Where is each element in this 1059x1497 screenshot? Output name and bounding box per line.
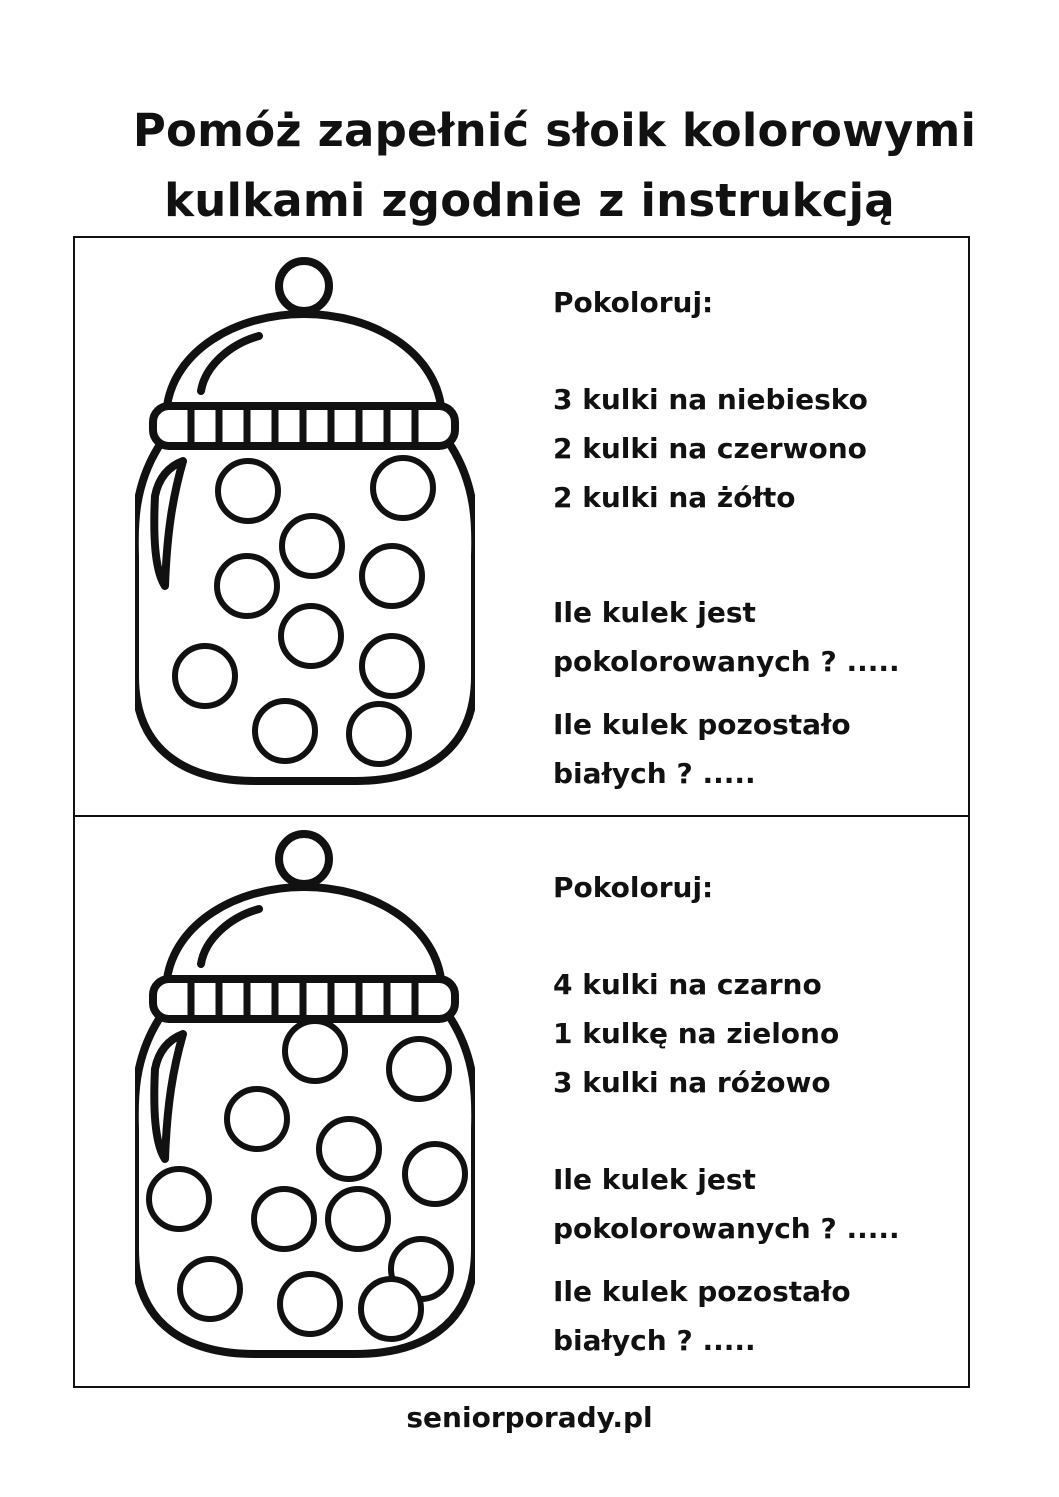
instructions-1 [553,278,963,798]
question-colored-line1: Ile kulek jest [553,596,756,629]
ball[interactable] [285,1021,345,1081]
ball[interactable] [218,461,278,521]
ball[interactable] [389,1039,449,1099]
ball[interactable] [217,556,277,616]
exercise-panel-1 [75,238,968,817]
exercise-panel-2 [75,815,968,1386]
title-line-2: kulkami zgodnie z instrukcją [164,174,895,228]
worksheet-frame [73,236,970,1388]
instructions-2 [553,863,963,1365]
ball[interactable] [362,636,422,696]
ball[interactable] [149,1169,209,1229]
task-item: 4 kulki na czarno [553,968,822,1001]
ball[interactable] [227,1089,287,1149]
title-line-1: Pomóż zapełnić słoik kolorowymi [132,104,977,158]
ball[interactable] [319,1119,379,1179]
ball[interactable] [328,1189,388,1249]
question-colored-line2: pokolorowanych ? ..... [553,1212,900,1245]
question-white-line2: białych ? ..... [553,757,756,790]
ball[interactable] [373,458,433,518]
ball[interactable] [405,1144,465,1204]
task-item: 3 kulki na niebiesko [553,383,868,416]
ball[interactable] [180,1259,240,1319]
footer-site-name: seniorporady.pl [406,1401,653,1434]
instruction-heading: Pokoloruj: [553,871,714,904]
task-item: 3 kulki na różowo [553,1066,831,1099]
ball[interactable] [282,516,342,576]
ball[interactable] [254,1189,314,1249]
jar-icon [135,829,475,1369]
ball[interactable] [349,704,409,764]
ball[interactable] [280,1274,340,1334]
question-colored-line1: Ile kulek jest [553,1163,756,1196]
task-item: 2 kulki na czerwono [553,432,867,465]
ball[interactable] [281,606,341,666]
question-white-line2: białych ? ..... [553,1324,756,1357]
ball[interactable] [362,546,422,606]
task-item: 1 kulkę na zielono [553,1017,840,1050]
page-title [0,96,1059,236]
question-white-line1: Ile kulek pozostało [553,708,851,741]
question-colored-line2: pokolorowanych ? ..... [553,645,900,678]
task-item: 2 kulki na żółto [553,481,796,514]
ball[interactable] [255,701,315,761]
instruction-heading: Pokoloruj: [553,286,714,319]
jar-icon [135,256,475,796]
ball[interactable] [175,646,235,706]
ball[interactable] [361,1279,421,1339]
question-white-line1: Ile kulek pozostało [553,1275,851,1308]
